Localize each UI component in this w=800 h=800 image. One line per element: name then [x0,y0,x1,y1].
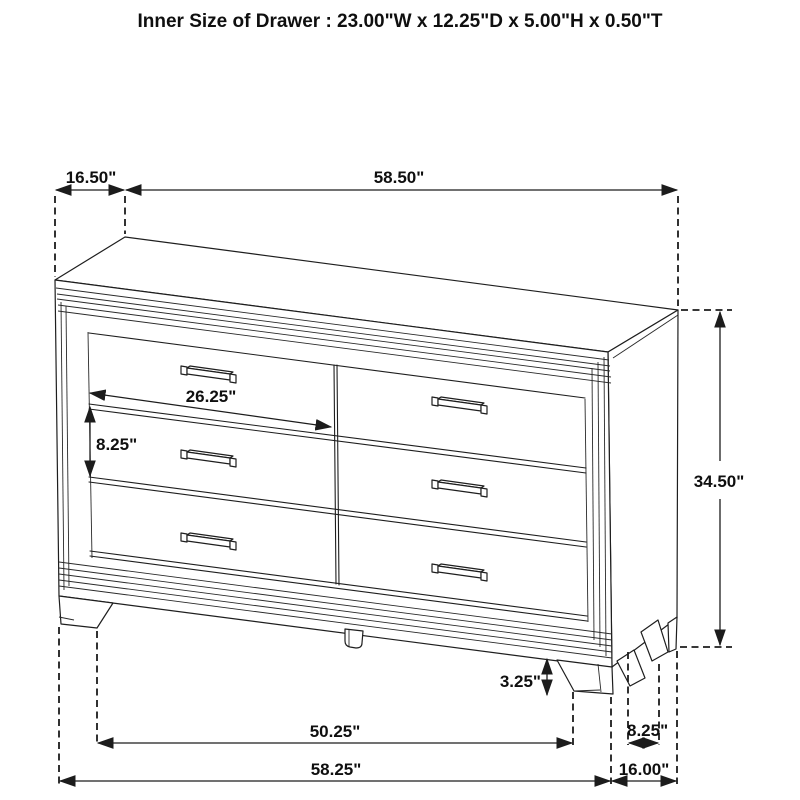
dim-label-drawer-width: 26.25" [185,387,237,406]
dresser-drawing [55,237,678,694]
dim-label-back-leg-inset: 8.25" [627,721,669,740]
center-leg [345,629,363,648]
dim-label-top-width: 58.50" [373,168,425,187]
dresser-side-panel [608,310,678,667]
dim-label-drawer-front-height: 8.25" [96,435,138,454]
dim-label-overall-height: 34.50" [693,472,745,491]
dim-label-front-leg-span: 50.25" [309,722,361,741]
dim-label-side-depth: 16.00" [618,760,670,779]
back-right-corner-leg [668,617,677,652]
dim-label-leg-height: 3.25" [499,672,541,691]
dim-overall-height [680,310,744,647]
dim-label-top-depth: 16.50" [65,168,117,187]
diagram-title: Inner Size of Drawer : 23.00"W x 12.25"D x 5.00"H x 0.50"T [137,11,663,32]
dim-label-base-width: 58.25" [310,760,362,779]
dim-leg-height [500,659,547,695]
